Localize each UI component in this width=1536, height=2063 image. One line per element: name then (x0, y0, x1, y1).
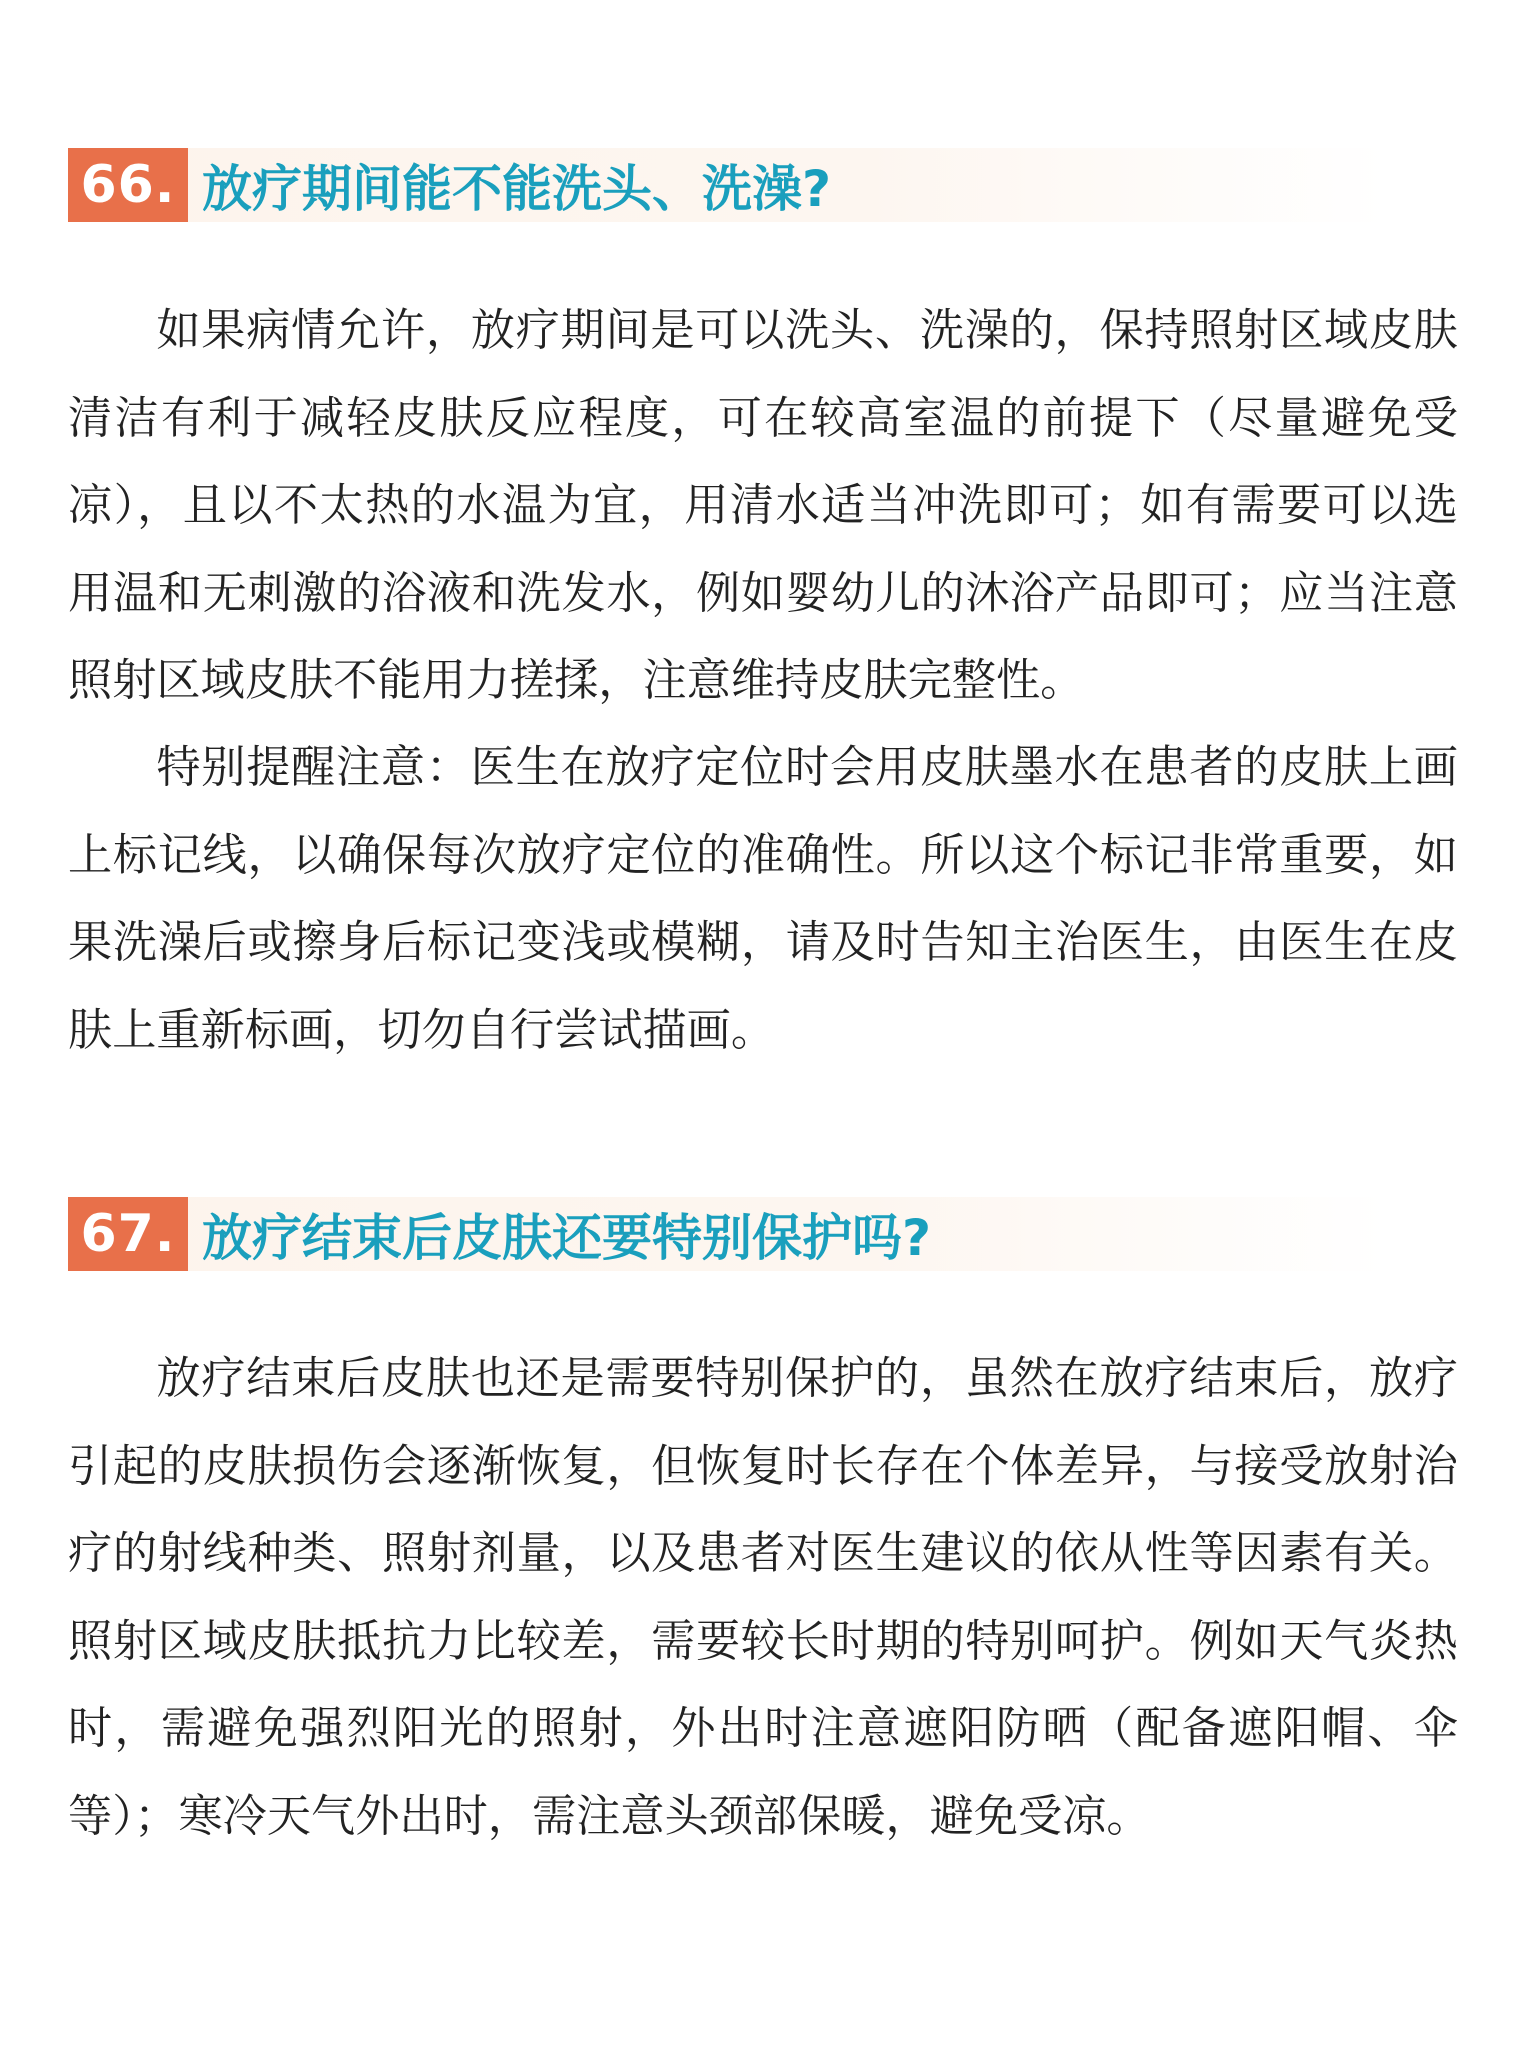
reminder-paragraph: 特别提醒注意：医生在放疗定位时会用皮肤墨水在患者的皮肤上画上标记线，以确保每次放疗定位的准确性。所以这个标记非常重要，如果洗澡后或擦身后标记变浅或模糊，请及时告知主治医生，由医生在皮肤上重新标画，切勿自行尝试描画。 (68, 742, 1458, 1056)
section-66-header (68, 148, 1388, 222)
section-67-header (68, 1197, 1388, 1271)
answer-paragraph: 如果病情允许，放疗期间是可以洗头、洗澡的，保持照射区域皮肤清洁有利于减轻皮肤反应程度，可在较高室温的前提下（尽量避免受凉），且以不太热的水温为宜，用清水适当冲洗即可；如有需要可以选用温和无刺激的浴液和洗发水，例如婴幼儿的沐浴产品即可；应当注意照射区域皮肤不能用力搓揉，注意维持皮肤完整性。 (68, 305, 1458, 706)
question-title: 放疗期间能不能洗头、洗澡? (202, 160, 832, 218)
question-number-badge: 66. (68, 148, 188, 222)
question-title: 放疗结束后皮肤还要特别保护吗? (202, 1209, 932, 1267)
question-number-badge: 67. (68, 1197, 188, 1271)
answer-paragraph: 放疗结束后皮肤也还是需要特别保护的，虽然在放疗结束后，放疗引起的皮肤损伤会逐渐恢复，但恢复时长存在个体差异，与接受放射治疗的射线种类、照射剂量，以及患者对医生建议的依从性等因素有关。照射区域皮肤抵抗力比较差，需要较长时期的特别呵护。例如天气炎热时，需避免强烈阳光的照射，外出时注意遮阳防晒（配备遮阳帽、伞等）；寒冷天气外出时，需注意头颈部保暖，避免受凉。 (68, 1353, 1458, 1842)
